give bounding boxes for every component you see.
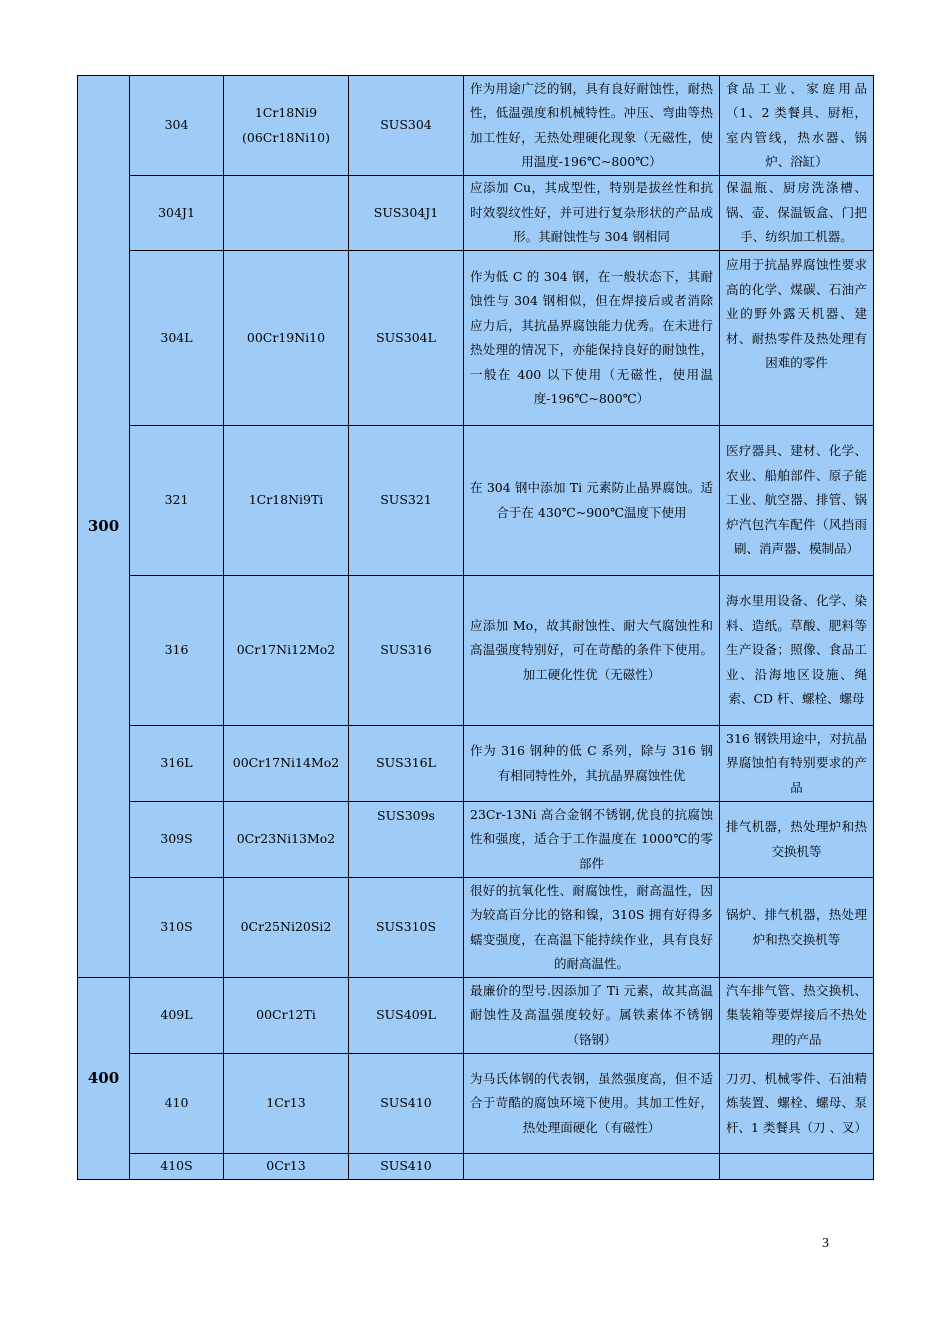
- gb-cell: 00Cr12Ti: [224, 978, 349, 1054]
- table-row: [78, 1054, 874, 1154]
- grade-cell: 309S: [130, 802, 224, 878]
- description-cell: 在 304 钢中添加 Ti 元素防止晶界腐蚀。适合于在 430℃~900℃温度下使用: [464, 426, 720, 576]
- jis-cell: SUS321: [349, 426, 464, 576]
- description-cell: 应添加 Mo，故其耐蚀性、耐大气腐蚀性和高温强度特别好，可在苛酷的条件下使用。加工硬化性优（无磁性）: [464, 576, 720, 726]
- table-row: [78, 76, 874, 176]
- table-row: [78, 176, 874, 251]
- grade-cell: 310S: [130, 878, 224, 978]
- application-cell: 排气机器，热处理炉和热交换机等: [720, 802, 874, 878]
- gb-cell: 0Cr17Ni12Mo2: [224, 576, 349, 726]
- jis-cell: SUS304L: [349, 251, 464, 426]
- table-row: [78, 426, 874, 576]
- grade-cell: 321: [130, 426, 224, 576]
- gb-cell: [224, 176, 349, 251]
- application-cell: 316 钢铁用途中，对抗晶界腐蚀怕有特别要求的产品: [720, 726, 874, 802]
- description-cell: [464, 1154, 720, 1180]
- jis-cell: SUS304: [349, 76, 464, 176]
- jis-cell: SUS410: [349, 1154, 464, 1180]
- grade-cell: 410: [130, 1054, 224, 1154]
- table-row: [78, 802, 874, 878]
- grade-cell: 409L: [130, 978, 224, 1054]
- table-row: [78, 1154, 874, 1180]
- gb-cell: 00Cr19Ni10: [224, 251, 349, 426]
- grade-cell: 304: [130, 76, 224, 176]
- jis-cell: SUS316L: [349, 726, 464, 802]
- jis-cell: SUS316: [349, 576, 464, 726]
- description-cell: 作为低 C 的 304 钢，在一般状态下，其耐蚀性与 304 钢相似，但在焊接后或者消除应力后，其抗晶界腐蚀能力优秀。在未进行热处理的情况下，亦能保持良好的耐蚀性，一般在 400 以下使用（无磁性，使用温度-196℃~800℃）: [464, 251, 720, 426]
- gb-cell: 0Cr25Ni20Si2: [224, 878, 349, 978]
- application-cell: 应用于抗晶界腐蚀性要求高的化学、煤碳、石油产业的野外露天机器、建材、耐热零件及热处理有困难的零件: [720, 251, 874, 426]
- description-cell: 作为 316 钢种的低 C 系列，除与 316 钢有相同特性外，其抗晶界腐蚀性优: [464, 726, 720, 802]
- gb-cell: 1Cr18Ni9Ti: [224, 426, 349, 576]
- description-cell: 很好的抗氧化性、耐腐蚀性，耐高温性，因为较高百分比的铬和镍，310S 拥有好得多蠕变强度，在高温下能持续作业，具有良好的耐高温性。: [464, 878, 720, 978]
- grade-cell: 304L: [130, 251, 224, 426]
- page-number: 3: [822, 1236, 829, 1251]
- series-label: 300: [78, 76, 130, 978]
- application-cell: 保温瓶、厨房洗涤槽、锅、壶、保温钣盒、门把手、纺织加工机器。: [720, 176, 874, 251]
- description-cell: 为马氏体钢的代表钢，虽然强度高，但不适合于苛酷的腐蚀环境下使用。其加工性好，热处理面硬化（有磁性）: [464, 1054, 720, 1154]
- application-cell: 汽车排气管、热交换机、集装箱等要焊接后不热处理的产品: [720, 978, 874, 1054]
- application-cell: 锅炉、排气机器，热处理炉和热交换机等: [720, 878, 874, 978]
- description-cell: 23Cr-13Ni 高合金钢不锈钢,优良的抗腐蚀性和强度，适合于工作温度在 1000℃的零部件: [464, 802, 720, 878]
- gb-cell: 0Cr23Ni13Mo2: [224, 802, 349, 878]
- jis-cell: SUS304J1: [349, 176, 464, 251]
- application-cell: 医疗器具、建材、化学、农业、船舶部件、原子能工业、航空器、排管、锅炉汽包汽车配件（风挡雨刷、消声器、模制品）: [720, 426, 874, 576]
- description-cell: 作为用途广泛的钢，具有良好耐蚀性，耐热性，低温强度和机械特性。冲压、弯曲等热加工性好，无热处理硬化现象（无磁性，使用温度-196℃~800℃）: [464, 76, 720, 176]
- jis-cell: SUS310S: [349, 878, 464, 978]
- table-row: [78, 251, 874, 426]
- application-cell: 刀刃、机械零件、石油精炼装置、螺栓、螺母、泵杆、1 类餐具（刀 、叉）: [720, 1054, 874, 1154]
- table-row: [78, 978, 874, 1054]
- grade-cell: 304J1: [130, 176, 224, 251]
- grade-cell: 316: [130, 576, 224, 726]
- gb-cell: 1Cr13: [224, 1054, 349, 1154]
- gb-cell: 0Cr13: [224, 1154, 349, 1180]
- grade-cell: 316L: [130, 726, 224, 802]
- jis-cell: SUS410: [349, 1054, 464, 1154]
- description-cell: 应添加 Cu，其成型性，特别是拔丝性和抗时效裂纹性好，并可进行复杂形状的产品成形。其耐蚀性与 304 钢相同: [464, 176, 720, 251]
- table-row: [78, 726, 874, 802]
- description-cell: 最廉价的型号.因添加了 Ti 元素，故其高温耐蚀性及高温强度较好。属铁素体不锈钢（铬钢）: [464, 978, 720, 1054]
- grade-cell: 410S: [130, 1154, 224, 1180]
- series-label: 400: [78, 978, 130, 1180]
- stainless-steel-grade-table: [77, 75, 874, 1180]
- application-cell: 海水里用设备、化学、染料、造纸。草酸、肥料等生产设备；照像、食品工业、沿海地区设施、绳索、CD 杆、螺栓、螺母: [720, 576, 874, 726]
- table-row: [78, 878, 874, 978]
- jis-cell: SUS309s: [349, 802, 464, 878]
- jis-cell: SUS409L: [349, 978, 464, 1054]
- gb-cell: 1Cr18Ni9 (06Cr18Ni10): [224, 76, 349, 176]
- gb-cell: 00Cr17Ni14Mo2: [224, 726, 349, 802]
- table-row: [78, 576, 874, 726]
- application-cell: 食品工业、家庭用品（1、2 类餐具、厨柜，室内管线，热水器、锅炉、浴缸）: [720, 76, 874, 176]
- application-cell: [720, 1154, 874, 1180]
